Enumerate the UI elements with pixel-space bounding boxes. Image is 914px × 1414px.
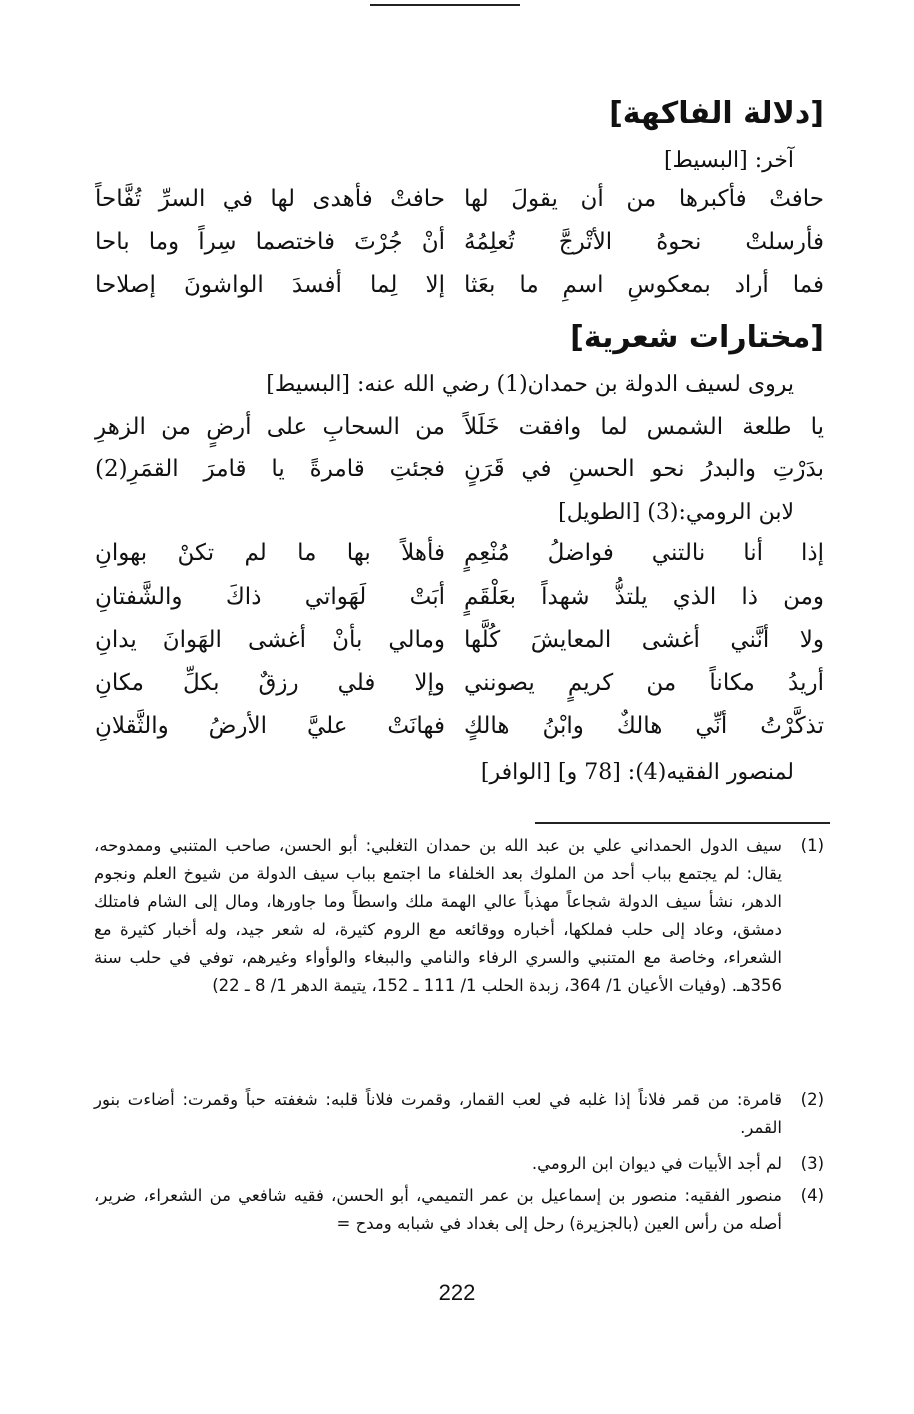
footnote-text: لم أجد الأبيات في ديوان ابن الرومي. [531,1154,782,1173]
footnote-number: (4) [800,1186,824,1205]
verse-hemistich: ومن ذا الذي يلتذُّ شهداً بعَلْقَمٍ [464,584,824,610]
footnote-number: (2) [800,1090,824,1109]
verse-hemistich: تذكَّرْتُ أنِّي هالكٌ وابْنُ هالكٍ [464,713,824,739]
verse-hemistich: ولا أنَّني أغشى المعايشَ كُلَّها [464,627,824,653]
top-rule [370,4,520,6]
verse-hemistich: فأهلاً بها ما لم تكنْ بهوانِ [95,540,445,566]
footnote-number: (3) [800,1154,824,1173]
section-heading-poetry: [مختارات شعرية] [570,320,824,355]
verse-hemistich: ومالي بأنْ أغشى الهَوانَ يدانِ [95,627,445,653]
verse-hemistich: أريدُ مكاناً من كريمٍ يصونني [464,670,824,696]
footnote-text: سيف الدول الحمداني علي بن عبد الله بن حمدان التغلبي: أبو الحسن، صاحب المتنبي وممدوحه، يقال: لم يجتمع بباب أحد من الملوك بعد الخلفاء ما اجتمع بباب سيف الدولة من شيوخ العلم ونجوم الدهر، نشأ سيف الدولة شجاعاً مهذباً عالي الهمة ملك واسطاً وما جاورها، ومال إلى الشام فامتلك دمشق، وعاد إلى حلب فملكها، أخباره ووقائعه مع الروم كثيرة، له شعر جيد، وله أخبار كثيرة مع الشعراء، وخاصة مع المتنبي والسري الرفاء والنامي والببغاء والوأواء وغيرهم، توفي في حلب سنة 356هـ. (وفيات الأعيان 1/ 364، زبدة الحلب 1/ 111 ـ 152، يتيمة الدهر 1/ 8 ـ 22) [94,836,782,995]
verse-hemistich: حافتْ فأكبرها من أن يقولَ لها [464,186,824,212]
verse-hemistich: فما أراد بمعكوسِ اسمِ ما بعَثا [464,272,824,298]
verse-hemistich: حافتْ فأهدى لها في السرِّ تُفَّاحاً [95,186,445,212]
section-heading-fruit: [دلالة الفاكهة] [609,96,824,131]
verse-hemistich: من السحابِ على أرضٍ من الزهرِ [95,414,445,440]
footnote-separator [535,822,830,824]
page-number: 222 [438,1280,476,1305]
footnote [94,1150,824,1178]
verse-hemistich: فأرسلتْ نحوهُ الأتْرجَّ تُعلِمُهُ [464,229,824,255]
verse-hemistich: إذا أنا نالتني فواضلُ مُنْعِمٍ [464,540,824,566]
verse-hemistich: يا طلعة الشمس لما وافقت خَلَلاً [464,414,824,440]
footnote [94,1086,824,1142]
footnote [94,1182,824,1238]
footnote [94,832,824,1000]
intro-line-1: آخر: [البسيط] [663,148,794,173]
footnote-text: منصور الفقيه: منصور بن إسماعيل بن عمر التميمي، أبو الحسن، فقيه شافعي من الشعراء، ضرير، أصله من رأس العين (بالجزيرة) رحل إلى بغداد في شبابه ومدح = [94,1186,782,1233]
footnote-text: قامرة: من قمر فلاناً إذا غلبه في لعب القمار، وقمرت فلاناً قلبه: شغفته حباً وقمرت: أضاءت بنور القمر. [94,1090,782,1137]
verse-hemistich: إلا لِما أفسدَ الواشونَ إصلاحا [95,272,445,298]
verse-hemistich: أبَتْ لَهَواتي ذاكَ والشَّفتانِ [95,584,445,610]
footnote-number: (1) [800,836,824,855]
intro-line-3: لابن الرومي:(3) [الطويل] [558,500,794,525]
intro-line-2: يروى لسيف الدولة بن حمدان(1) رضي الله عنه: [البسيط] [266,372,794,397]
intro-line-4: لمنصور الفقيه(4): [78 و] [الوافر] [480,760,794,785]
verse-hemistich: أنْ جُرْتَ فاختصما سِراً وما باحا [95,229,445,255]
verse-hemistich: فهانَتْ عليَّ الأرضُ والثَّقلانِ [95,713,445,739]
verse-hemistich: وإلا فلي رزقٌ بكلِّ مكانِ [95,670,445,696]
verse-hemistich: بدَرْتِ والبدرُ نحو الحسنِ في قَرَنٍ [464,456,824,482]
verse-hemistich: فجئتِ قامرةً يا قامرَ القمَرِ(2) [95,456,445,482]
